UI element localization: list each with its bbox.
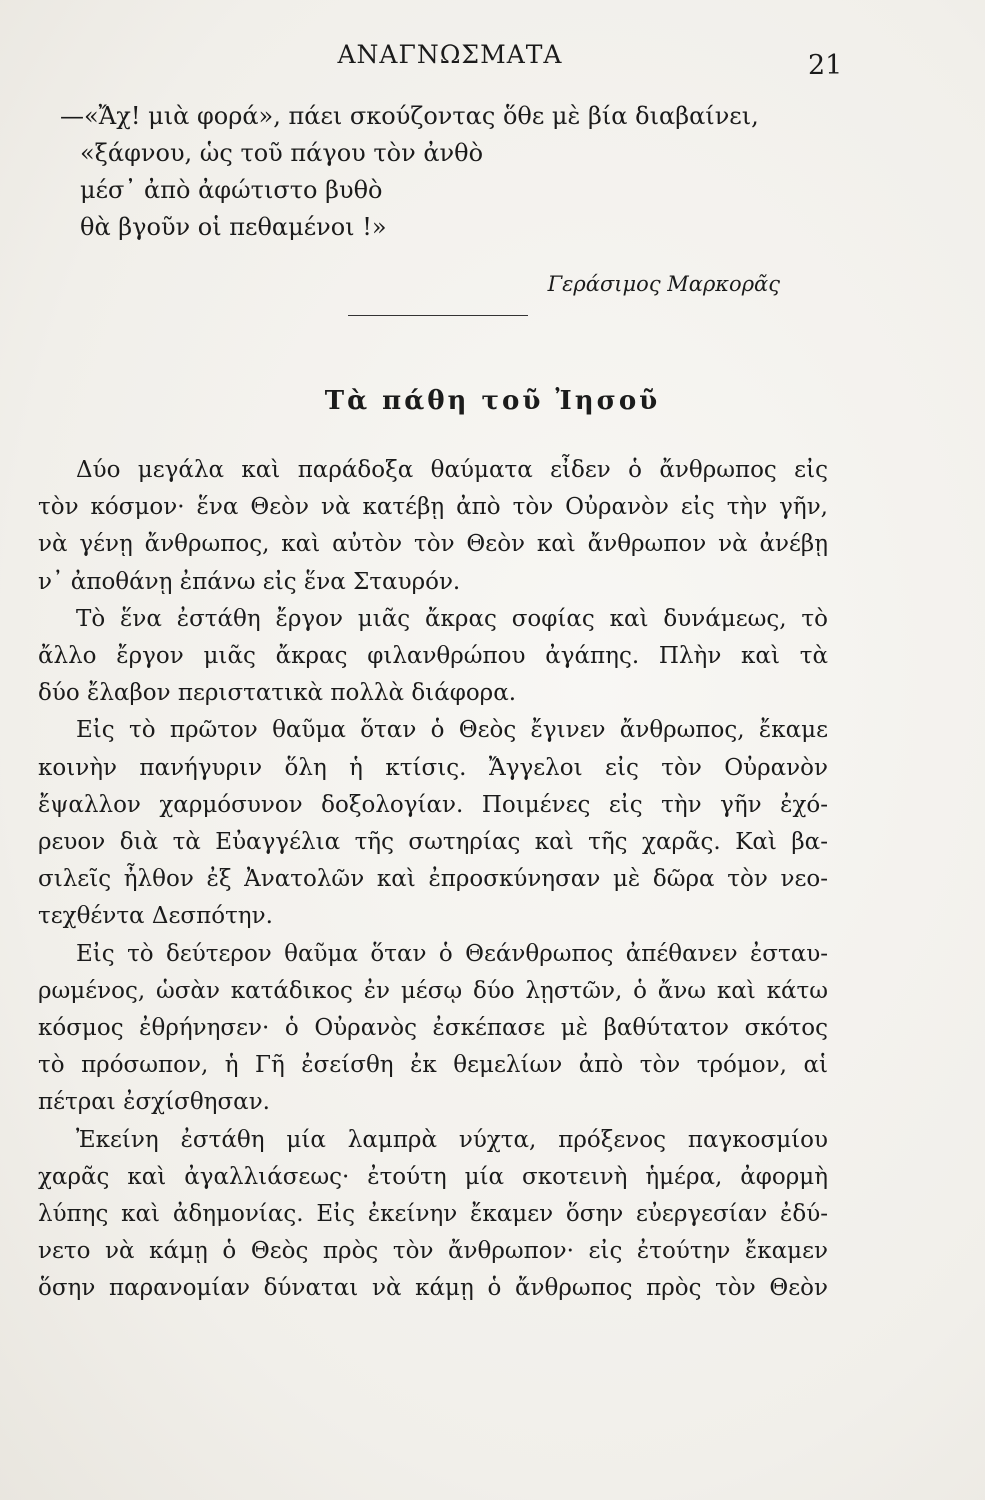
text-line: πέτραι ἐσχίσθησαν. bbox=[38, 1089, 270, 1116]
text-line: νὰ γένῃ ἄνθρωπος, καὶ αὐτὸν τὸν Θεὸν καὶ ἄνθρωπον νὰ ἀνέβῃ bbox=[38, 531, 828, 558]
section-title: Τὰ πάθη τοῦ Ἰησοῦ bbox=[324, 386, 661, 416]
page-number: 21 bbox=[808, 50, 843, 81]
text-line: ρευον διὰ τὰ Εὐαγγέλια τῆς σωτηρίας καὶ τῆς χαρᾶς. Καὶ βα- bbox=[38, 829, 828, 856]
text-line: ὅσην παρανομίαν δύναται νὰ κάμῃ ὁ ἄνθρωπος πρὸς τὸν Θεὸν bbox=[38, 1275, 828, 1302]
poem-line: θὰ βγοῦν οἱ πεθαμένοι !» bbox=[80, 213, 387, 241]
text-line: ν᾽ ἀποθάνῃ ἐπάνω εἰς ἕνα Σταυρόν. bbox=[38, 568, 461, 595]
text-line: Δύο μεγάλα καὶ παράδοξα θαύματα εἶδεν ὁ ἄνθρωπος εἰς bbox=[76, 457, 828, 483]
poem-line: —«Ἄχ! μιὰ φορά», πάει σκούζοντας ὅθε μὲ βία διαβαίνει, bbox=[60, 102, 759, 130]
text-line: νετο νὰ κάμῃ ὁ Θεὸς πρὸς τὸν ἄνθρωπον· εἰς ἐτούτην ἔκαμεν bbox=[38, 1238, 828, 1265]
section-divider bbox=[348, 315, 528, 316]
text-line: ἄλλο ἔργον μιᾶς ἄκρας φιλανθρώπου ἀγάπης. Πλὴν καὶ τὰ bbox=[38, 643, 828, 670]
text-line: χαρᾶς καὶ ἀγαλλιάσεως· ἐτούτη μία σκοτεινὴ ἡμέρα, ἀφορμὴ bbox=[38, 1163, 828, 1190]
paragraph bbox=[38, 601, 828, 713]
text-line: κόσμος ἐθρήνησεν· ὁ Οὐρανὸς ἐσκέπασε μὲ βαθύτατον σκότος bbox=[38, 1015, 828, 1042]
text-line: λύπης καὶ ἀδημονίας. Εἰς ἐκείνην ἔκαμεν ὅσην εὐεργεσίαν ἐδύ- bbox=[38, 1201, 828, 1228]
text-line: τὸ πρόσωπον, ἡ Γῆ ἐσείσθη ἐκ θεμελίων ἀπὸ τὸν τρόμον, αἱ bbox=[38, 1052, 828, 1079]
poem-stanza bbox=[60, 98, 860, 246]
text-line: τὸν κόσμον· ἕνα Θεὸν νὰ κατέβῃ ἀπὸ τὸν Οὐρανὸν εἰς τὴν γῆν, bbox=[38, 494, 828, 521]
text-line: ρωμένος, ὡσὰν κατάδικος ἐν μέσῳ δύο λῃστῶν, ὁ ἄνω καὶ κάτω bbox=[38, 977, 828, 1004]
text-line: Τὸ ἕνα ἐστάθη ἔργον μιᾶς ἄκρας σοφίας καὶ δυνάμεως, τὸ bbox=[76, 605, 828, 632]
text-line: τεχθέντα Δεσπότην. bbox=[38, 903, 273, 930]
text-line: ἔψαλλον χαρμόσυνον δοξολογίαν. Ποιμένες εἰς τὴν γῆν ἐχό- bbox=[38, 791, 828, 818]
paragraph bbox=[38, 712, 828, 935]
article-body bbox=[38, 452, 828, 1308]
poem-author: Γεράσιμος Μαρκορᾶς bbox=[547, 272, 780, 296]
text-line: δύο ἔλαβον περιστατικὰ πολλὰ διάφορα. bbox=[38, 680, 517, 707]
running-head: ΑΝΑΓΝΩΣΜΑΤΑ bbox=[337, 40, 563, 69]
text-line: κοινὴν πανήγυριν ὅλη ἡ κτίσις. Ἄγγελοι εἰς τὸν Οὐρανὸν bbox=[38, 754, 828, 781]
text-line: Εἰς τὸ δεύτερον θαῦμα ὅταν ὁ Θεάνθρωπος ἀπέθανεν ἐσταυ- bbox=[76, 940, 828, 967]
paragraph bbox=[38, 1122, 828, 1308]
paragraph bbox=[38, 936, 828, 1122]
paragraph bbox=[38, 452, 828, 601]
poem-line: «ξάφνου, ὡς τοῦ πάγου τὸν ἀνθὸ bbox=[80, 139, 484, 167]
text-line: σιλεῖς ἦλθον ἐξ Ἀνατολῶν καὶ ἐπροσκύνησαν μὲ δῶρα τὸν νεο- bbox=[38, 866, 828, 893]
text-line: Εἰς τὸ πρῶτον θαῦμα ὅταν ὁ Θεὸς ἔγινεν ἄνθρωπος, ἔκαμε bbox=[76, 717, 828, 744]
text-line: Ἐκείνη ἐστάθη μία λαμπρὰ νύχτα, πρόξενος παγκοσμίου bbox=[76, 1126, 828, 1153]
poem-line: μέσ᾽ ἀπὸ ἀφώτιστο βυθὸ bbox=[80, 176, 383, 204]
